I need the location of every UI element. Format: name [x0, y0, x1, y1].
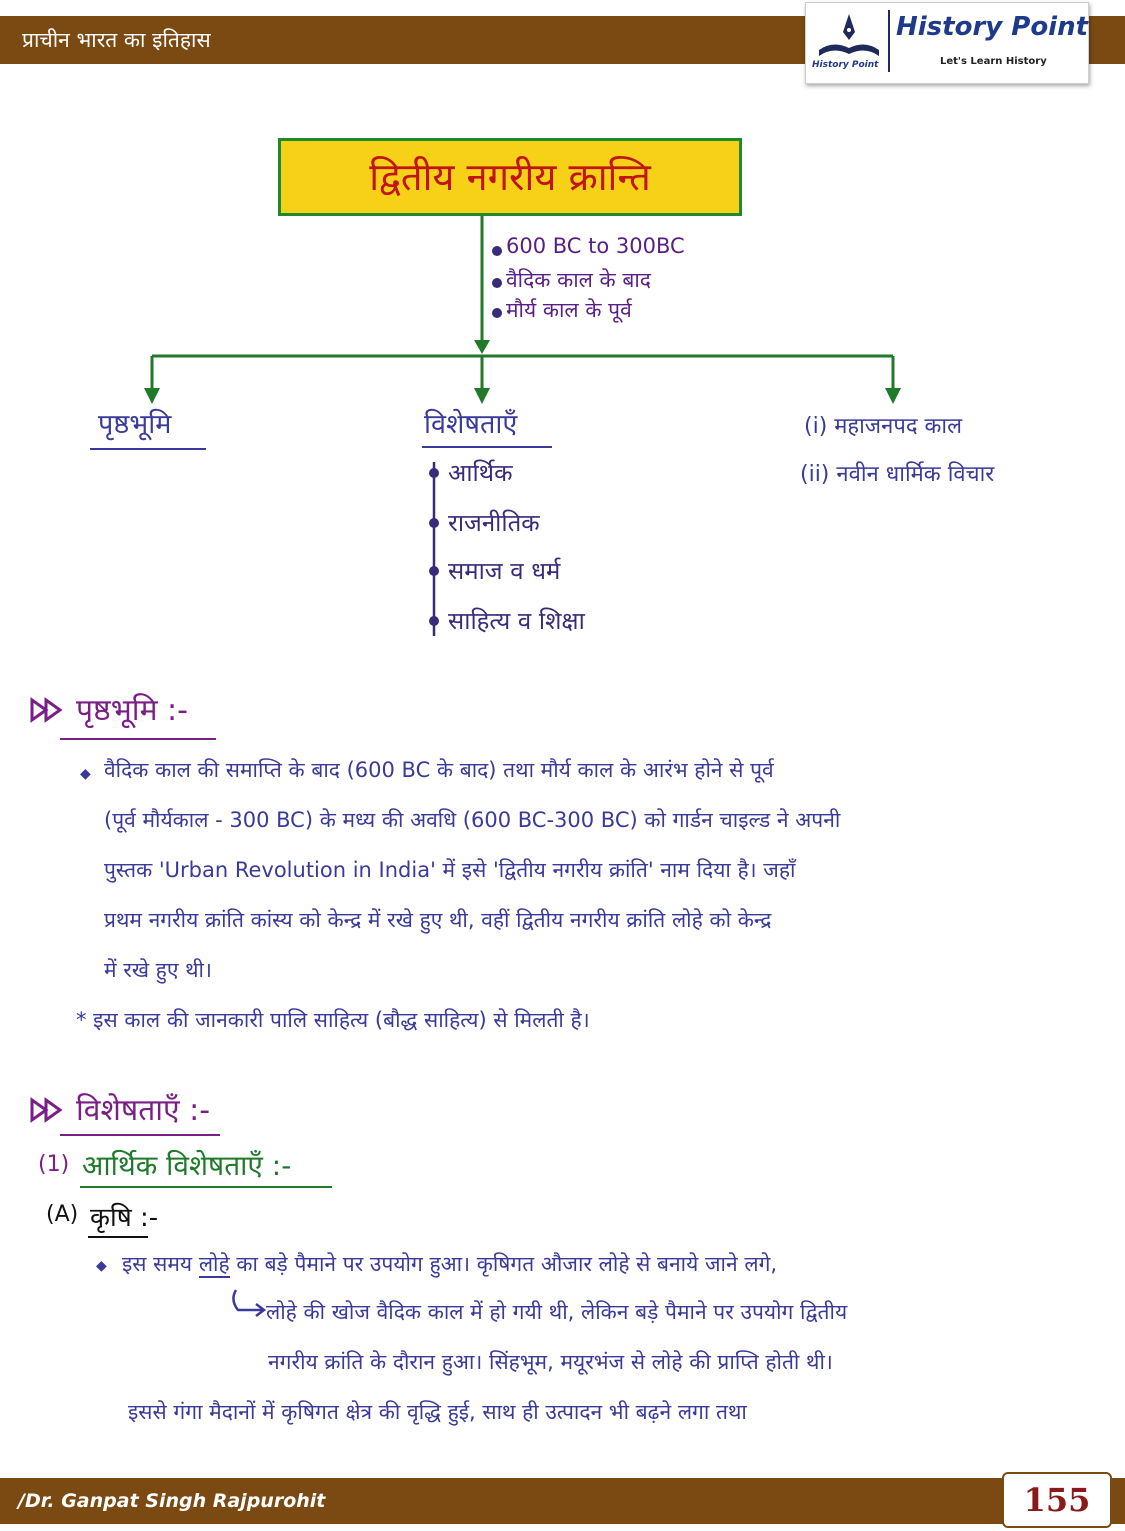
- subsubsection-underline: [88, 1236, 148, 1238]
- para-line: [122, 1240, 777, 1288]
- logo-name: History Point: [896, 12, 1089, 42]
- subsubsection-heading: कृषि :-: [90, 1203, 159, 1233]
- diagram-connectors: [0, 0, 1125, 660]
- diamond-bullet-icon: ◆: [96, 1258, 107, 1274]
- para-line: में रखे हुए थी।: [104, 958, 212, 982]
- para-line: वैदिक काल की समाप्ति के बाद (600 BC के बाद) तथा मौर्य काल के आरंभ होने से पूर्व: [104, 758, 774, 782]
- bullet-dot: [492, 246, 502, 256]
- double-arrow-icon: [30, 696, 74, 724]
- section-heading-underline: [60, 1134, 220, 1136]
- subsection-heading: आर्थिक विशेषताएँ :-: [82, 1149, 292, 1182]
- bullet-dot: [492, 278, 502, 288]
- branch-center-underline: [422, 446, 552, 448]
- logo-tagline: Let's Learn History: [940, 56, 1047, 67]
- para-line: प्रथम नगरीय क्रांति कांस्य को केन्द्र में रखे हुए थी, वहीं द्वितीय नगरीय क्रांति लोहे को केन्द्र: [104, 908, 772, 932]
- section-heading-underline: [60, 738, 216, 740]
- page-number-box: [1002, 1472, 1112, 1528]
- branch-left-underline: [90, 448, 206, 450]
- subsubsection-label: (A): [46, 1202, 79, 1227]
- text-run: इस समय: [122, 1252, 193, 1276]
- logo-mini-text: History Point: [812, 60, 879, 70]
- page-number: 155: [1023, 1481, 1091, 1519]
- highlight-iron: लोहे: [198, 1252, 230, 1276]
- bullet-dot: [429, 468, 439, 478]
- feature-item: राजनीतिक: [448, 509, 540, 537]
- feature-item: समाज व धर्म: [448, 557, 561, 585]
- branch-right-item-2: (ii) नवीन धार्मिक विचार: [800, 462, 995, 487]
- branch-left-label: पृष्ठभूमि: [98, 409, 172, 440]
- diamond-bullet-icon: ◆: [80, 766, 91, 782]
- branch-center-label: विशेषताएँ: [424, 409, 518, 440]
- book-title: प्राचीन भारत का इतिहास: [22, 28, 211, 52]
- subsection-underline: [80, 1186, 332, 1188]
- branch-right-item-1: (i) महाजनपद काल: [804, 414, 963, 439]
- note-before-maurya: मौर्य काल के पूर्व: [506, 298, 632, 322]
- diagram-title: द्वितीय नगरीय क्रान्ति: [369, 155, 651, 199]
- footer-author: /Dr. Ganpat Singh Rajpurohit: [18, 1490, 326, 1512]
- para-line: नगरीय क्रांति के दौरान हुआ। सिंहभूम, मयूरभंज से लोहे की प्राप्ति होती थी।: [268, 1350, 833, 1374]
- para-line: (पूर्व मौर्यकाल - 300 BC) के मध्य की अवधि (600 BC-300 BC) को गार्डन चाइल्ड ने अपनी: [104, 808, 841, 832]
- bullet-dot: [429, 566, 439, 576]
- section-heading-features: विशेषताएँ :-: [76, 1093, 211, 1128]
- bullet-dot: [429, 616, 439, 626]
- para-line: लोहे की खोज वैदिक काल में हो गयी थी, लेकिन बड़े पैमाने पर उपयोग द्वितीय: [266, 1300, 848, 1324]
- bullet-dot: [429, 518, 439, 528]
- para-line: इससे गंगा मैदानों में कृषिगत क्षेत्र की वृद्धि हुई, साथ ही उत्पादन भी बढ़ने लगा तथा: [128, 1400, 747, 1424]
- diagram-title-box: [278, 138, 742, 216]
- para-line: पुस्तक 'Urban Revolution in India' में इसे 'द्वितीय नगरीय क्रांति' नाम दिया है। जहाँ: [104, 858, 796, 882]
- note-period: 600 BC to 300BC: [506, 234, 685, 258]
- double-arrow-icon: [30, 1096, 74, 1124]
- star-note: * इस काल की जानकारी पालि साहित्य (बौद्ध साहित्य) से मिलती है।: [76, 1008, 590, 1032]
- feature-item: आर्थिक: [448, 459, 513, 487]
- subsection-number: (1): [38, 1152, 70, 1177]
- note-after-vedic: वैदिक काल के बाद: [506, 268, 651, 292]
- text-run: का बड़े पैमाने पर उपयोग हुआ। कृषिगत औजार लोहे से बनाये जाने लगे,: [236, 1252, 778, 1276]
- feature-item: साहित्य व शिक्षा: [448, 607, 585, 635]
- bullet-dot: [492, 308, 502, 318]
- section-heading-background: पृष्ठभूमि :-: [76, 693, 188, 728]
- curved-arrow-icon: [228, 1286, 268, 1320]
